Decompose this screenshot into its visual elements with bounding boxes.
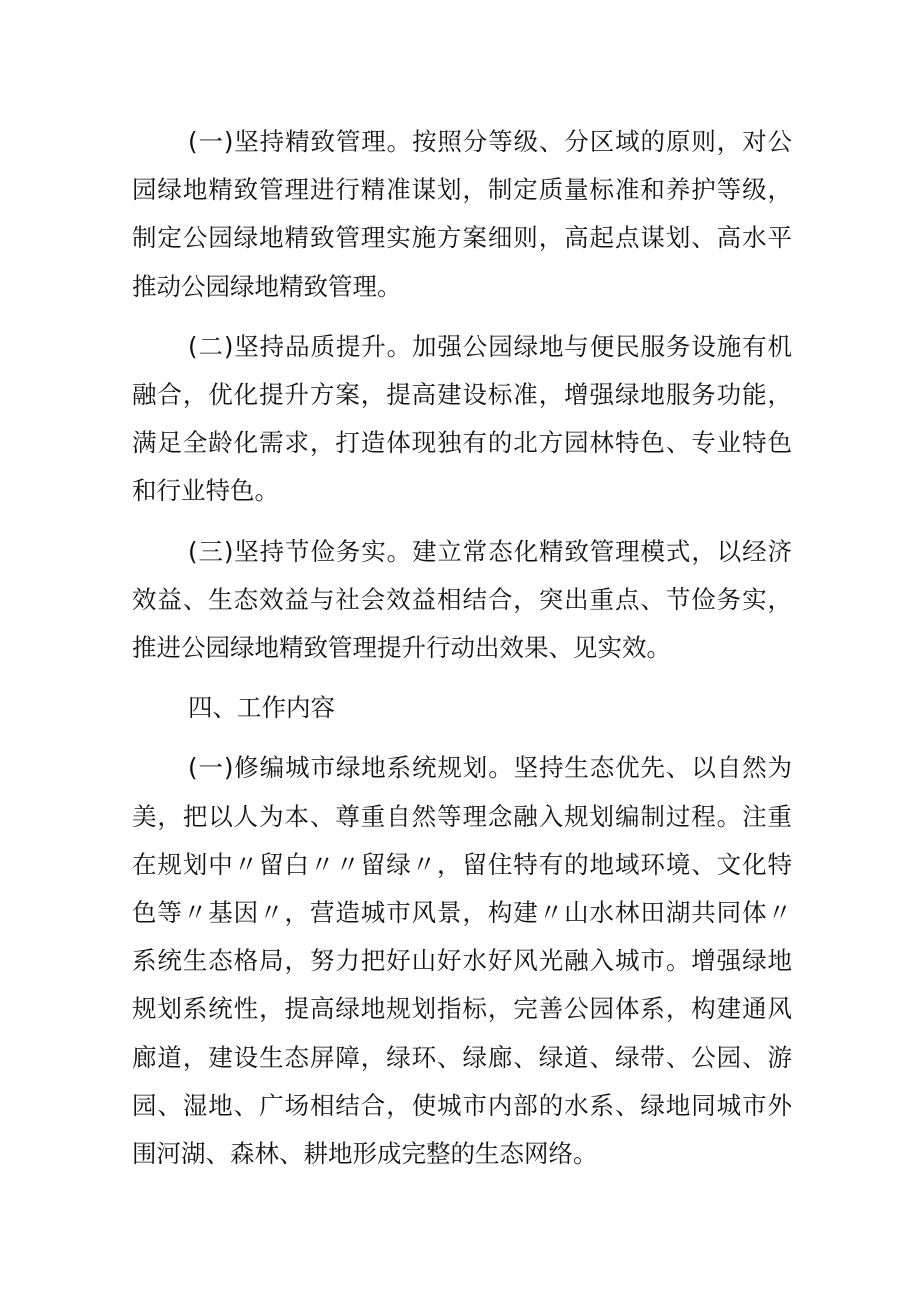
document-body [132,118,792,1190]
work-paragraph-1: (一)修编城市绿地系统规划。坚持生态优先、以自然为美，把以人为本、尊重自然等理念融入规划编制过程。注重在规划中〃留白〃〃留绿〃，留住特有的地域环境、文化特色等〃基因〃，营造城市风景，构建〃山水林田湖共同体〃系统生态格局，努力把好山好水好风光融入城市。增强绿地规划系统性，提高绿地规划指标，完善公园体系，构建通风廊道，建设生态屏障，绿环、绿廊、绿道、绿带、公园、游园、湿地、广场相结合，使城市内部的水系、绿地同城市外围河湖、森林、耕地形成完整的生态网络。 [132,753,792,1169]
principle-paragraph-1: (一)坚持精致管理。按照分等级、分区域的原则，对公园绿地精致管理进行精准谋划，制定质量标准和养护等级，制定公园绿地精致管理实施方案细则，高起点谋划、高水平推动公园绿地精致管理。 [132,127,792,301]
principle-paragraph-3: (三)坚持节俭务实。建立常态化精致管理模式，以经济效益、生态效益与社会效益相结合，突出重点、节俭务实，推进公园绿地精致管理提升行动出效果、见实效。 [132,536,792,663]
principle-paragraph-2: (二)坚持品质提升。加强公园绿地与便民服务设施有机融合，优化提升方案，提高建设标准，增强绿地服务功能，满足全龄化需求，打造体现独有的北方园林特色、专业特色和行业特色。 [132,331,792,506]
section-heading: 四、工作内容 [188,693,335,723]
